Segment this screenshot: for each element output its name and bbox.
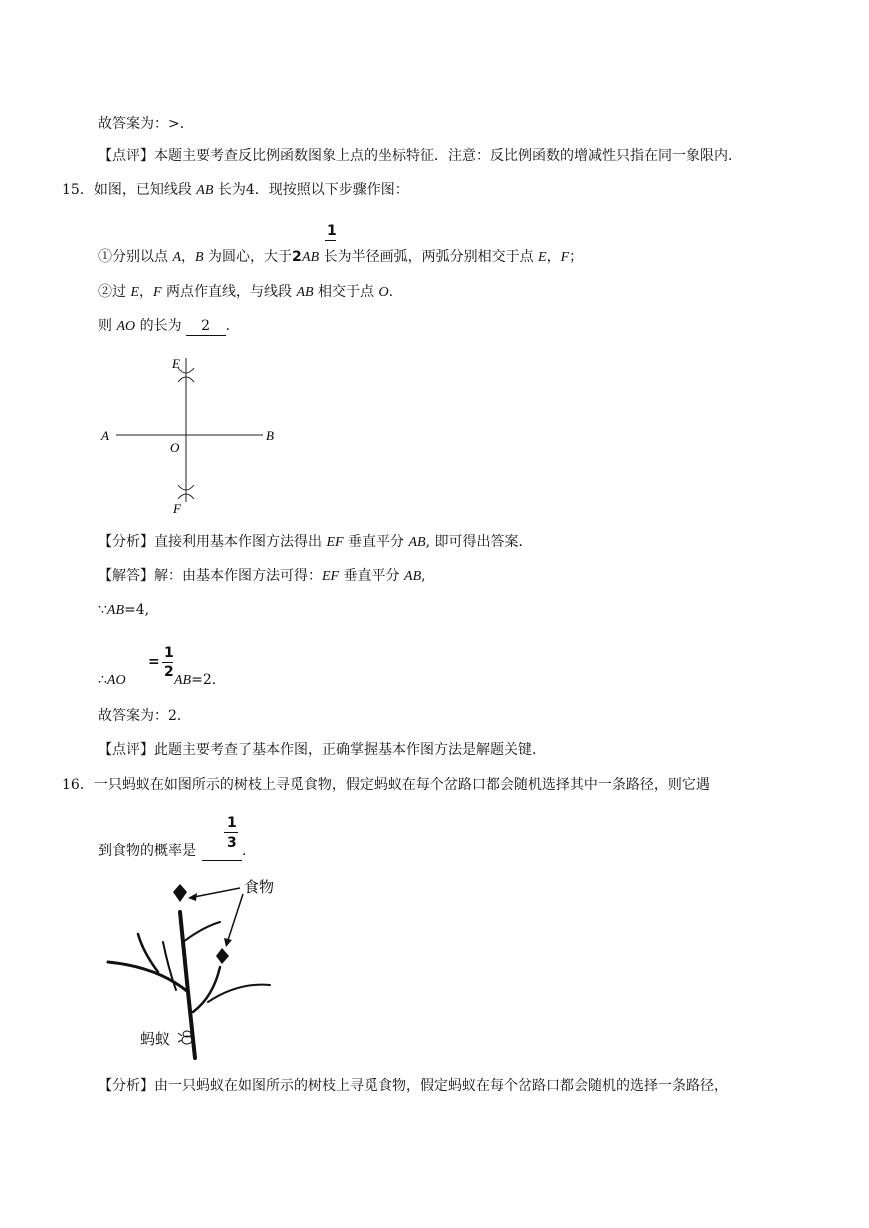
therefore-left [98, 670, 126, 691]
question-16 [62, 775, 710, 795]
step-text: 相交于点 [313, 284, 379, 300]
answer-15 [98, 706, 191, 726]
food-top [173, 884, 187, 902]
right-branch [193, 967, 220, 1012]
step-text: ， [181, 249, 196, 265]
analysis-15 [98, 532, 532, 553]
analysis-text: 垂直平分 [343, 534, 409, 550]
label-f: F [173, 501, 181, 516]
question-text: . [242, 843, 247, 859]
step-text: ； [569, 249, 584, 265]
point-label: F [153, 285, 162, 300]
point-label: A [172, 250, 182, 265]
analysis-text: 【分析】由一只蚂蚁在如图所示的树枝上寻觅食物，假定蚂蚁在每个岔路口都会随机的选择一条路径， [98, 1078, 728, 1094]
pointer-line-1 [194, 888, 240, 897]
segment-ab: AB [302, 250, 320, 265]
step-text: ①分别以点 [98, 249, 173, 265]
question-text: 一只蚂蚁在如图所示的树枝上寻觅食物，假定蚂蚁在每个岔路口都会随机选择其中一条路径，则它遇 [93, 777, 710, 793]
fraction-half-denominator: 2 [164, 664, 174, 680]
therefore-right [174, 670, 216, 691]
step-text: 长为半径画弧，两弧分别相交于点 [319, 249, 539, 265]
segment-ao: AO [106, 673, 126, 688]
analysis-text: , 即可得出答案． [425, 534, 533, 550]
answer-text: 故答案为：2． [98, 708, 191, 724]
fraction-bar [224, 832, 238, 833]
ask-text: 则 [98, 318, 117, 334]
fraction-bar [325, 240, 336, 241]
fraction-half-numerator: 1 [327, 223, 337, 239]
point-label: E [130, 285, 140, 300]
question-15 [62, 180, 409, 201]
fraction-third-numerator: 1 [227, 815, 237, 831]
fraction-bar [162, 662, 173, 663]
perpendicular-bisector-figure [98, 350, 288, 520]
ant-label: 蚂蚁 [140, 1032, 171, 1048]
label-a: A [101, 428, 109, 443]
segment-ab: AB [404, 569, 422, 584]
equals-text: = [148, 654, 160, 670]
analysis-16 [98, 1076, 728, 1096]
review-text: 【点评】本题主要考查反比例函数图象上点的坐标特征．注意：反比例函数的增减性只指在同一象限内． [98, 148, 742, 164]
therefore-symbol: ∴ [98, 672, 107, 688]
solution-text: , [421, 568, 426, 584]
step-text: ②过 [98, 284, 131, 300]
answer-line-14 [98, 114, 194, 134]
left-twig [163, 942, 176, 990]
right-lower-twig [208, 985, 270, 1002]
step-1 [98, 247, 583, 268]
segment-ef: EF [326, 535, 344, 550]
point-label: B [195, 250, 204, 265]
question-text: 长为4．现按照以下步骤作图： [213, 182, 409, 198]
food-label: 食物 [244, 880, 275, 896]
step-text: 两点作直线，与线段 [161, 284, 297, 300]
answer-blank [186, 317, 226, 336]
left-sub-branch [138, 934, 158, 972]
equals-sign [148, 652, 160, 672]
step-2 [98, 282, 393, 303]
answer-value: 2 [201, 318, 211, 334]
tree-branch-figure [98, 872, 298, 1062]
review-15 [98, 740, 546, 760]
question-16-line-2 [98, 841, 246, 861]
fraction-third-denominator: 3 [227, 835, 237, 851]
step-text: . [388, 284, 394, 300]
fraction-half-denominator: 2 [292, 249, 302, 265]
question-15-ask [98, 316, 240, 337]
fraction-half-numerator: 1 [164, 645, 174, 661]
therefore-text: =2. [191, 672, 217, 688]
solution-text: 【解答】解：由基本作图方法可得： [98, 568, 322, 584]
question-text: 到食物的概率是 [98, 843, 196, 859]
point-label: O [378, 285, 389, 300]
ask-text: 的长为 [135, 318, 182, 334]
arrowhead-1 [188, 893, 197, 901]
question-number: 16． [62, 777, 94, 793]
review-text: 【点评】此题主要考查了基本作图，正确掌握基本作图方法是解题关键． [98, 742, 546, 758]
ask-text: ． [225, 318, 240, 334]
because-line [98, 600, 149, 621]
step-text: ， [139, 284, 154, 300]
segment-ab: AB [408, 535, 426, 550]
step-text: ， [546, 249, 561, 265]
ant-icon [178, 1031, 192, 1044]
food-right [216, 948, 229, 964]
review-line-14 [98, 146, 742, 166]
pointer-line-2 [228, 894, 243, 940]
upper-right-branch [183, 922, 220, 942]
analysis-text: 【分析】直接利用基本作图方法得出 [98, 534, 327, 550]
question-number: 15． [62, 182, 94, 198]
point-label: E [538, 250, 547, 265]
arrowhead-2 [224, 938, 232, 947]
segment-ab: AB [174, 673, 192, 688]
segment-ab: AB [196, 183, 214, 198]
solution-15 [98, 566, 426, 587]
answer-text: 故答案为：>． [98, 116, 194, 132]
solution-text: 垂直平分 [339, 568, 405, 584]
label-e: E [172, 356, 180, 371]
step-text: 为圆心，大于 [203, 249, 293, 265]
label-b: B [266, 428, 274, 443]
segment-ef: EF [322, 569, 340, 584]
segment-ao: AO [116, 319, 136, 334]
label-o: O [170, 440, 180, 455]
segment-ab: AB [296, 285, 314, 300]
point-label: F [560, 250, 570, 265]
segment-ab: AB [106, 603, 125, 618]
because-symbol: ∵ [98, 602, 107, 618]
question-text: 如图，已知线段 [93, 182, 197, 198]
because-text: =4, [124, 602, 150, 618]
answer-blank [202, 842, 242, 861]
